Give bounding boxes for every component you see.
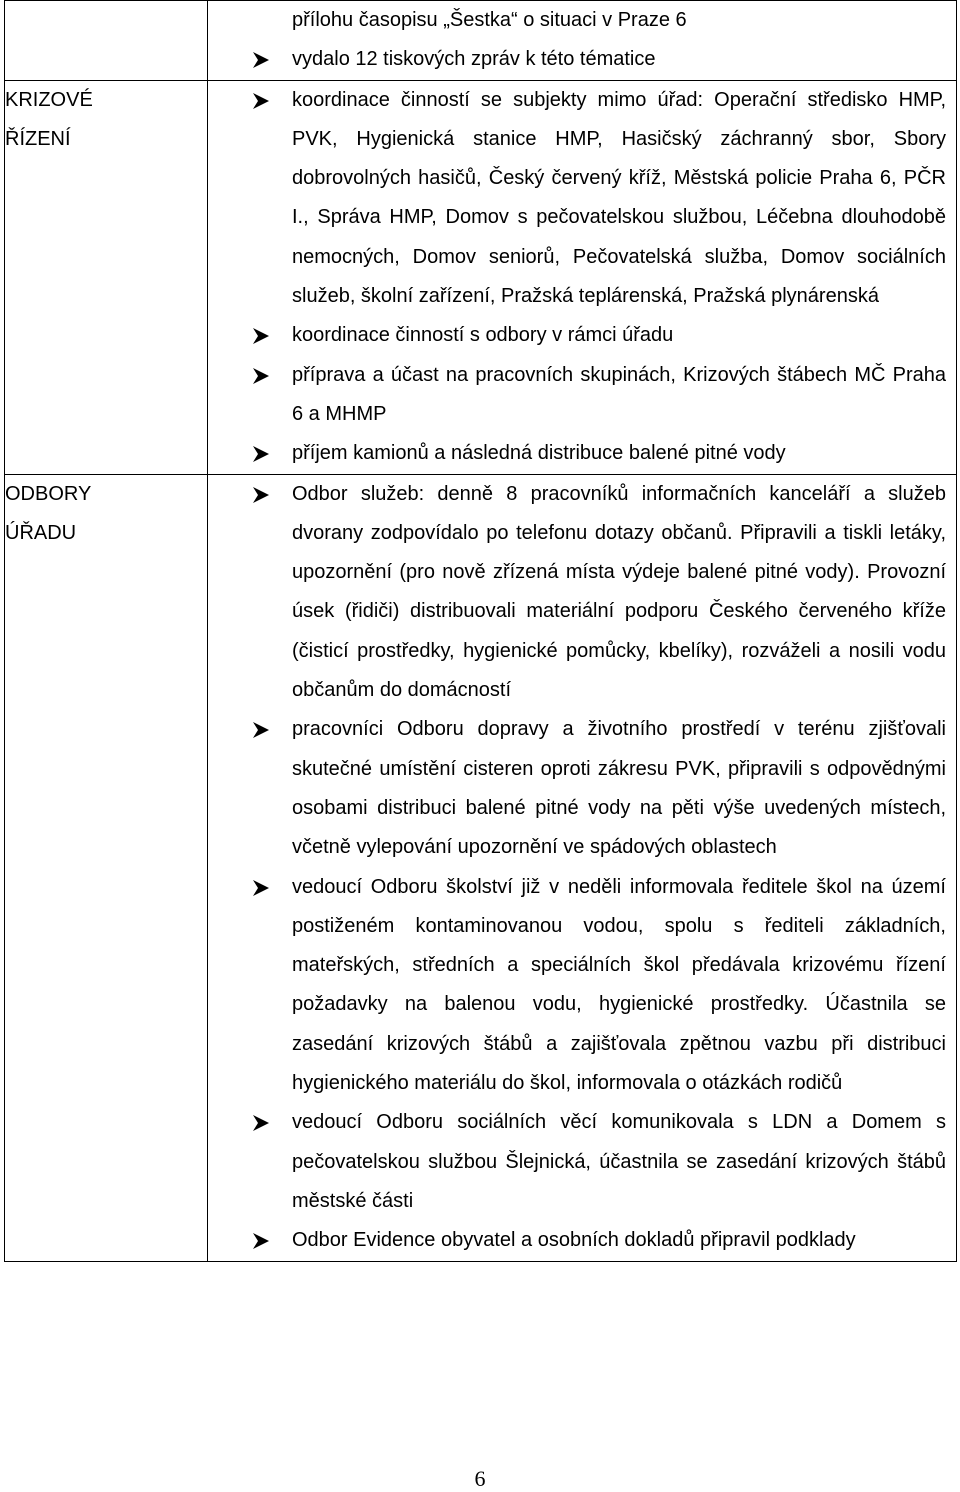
- list-item: [208, 1221, 956, 1260]
- row-label-line: ÚŘADU: [5, 521, 77, 544]
- content-table: [4, 0, 957, 1262]
- arrowhead-bullet-icon: [252, 879, 270, 897]
- row-content-cell: [208, 1, 957, 81]
- arrowhead-bullet-icon: [252, 92, 270, 110]
- list-item: [208, 81, 956, 317]
- list-item-text: pracovníci Odboru dopravy a životního prostředí v terénu zjišťovali skutečné umístění cisteren oproti zákresu PVK, připravili s odpovědnými osobami distribuci balené pitné vody na pěti výše uvedených místech, včetně vylepování upozornění ve spádových oblastech: [292, 718, 946, 859]
- arrowhead-bullet-icon: [252, 721, 270, 739]
- row-label-line: ODBORY: [5, 482, 92, 505]
- list-item: [208, 710, 956, 867]
- arrowhead-bullet-icon: [252, 367, 270, 385]
- table-row: [5, 474, 957, 1261]
- list-item-text: příprava a účast na pracovních skupinách, Krizových štábech MČ Praha 6 a MHMP: [292, 363, 946, 425]
- list-item-text: vedoucí Odboru sociálních věcí komunikovala s LDN a Domem s pečovatelskou službou Šlejnická, účastnila se zasedání krizových štábů městské části: [292, 1111, 946, 1212]
- row-content-cell: [208, 80, 957, 474]
- page-number: 6: [474, 1466, 486, 1491]
- arrowhead-bullet-icon: [252, 445, 270, 463]
- list-item-text: koordinace činností s odbory v rámci úřadu: [292, 324, 674, 347]
- arrowhead-bullet-icon: [252, 51, 270, 69]
- list-item: [208, 316, 956, 355]
- arrowhead-bullet-icon: [252, 327, 270, 345]
- table-row: [5, 1, 957, 81]
- list-item: [208, 356, 956, 435]
- list-item-text: koordinace činností se subjekty mimo úřad: Operační středisko HMP, PVK, Hygienická stanice HMP, Hasičský záchranný sbor, Sbory dobrovolných hasičů, Český červený kříž, Městská policie Praha 6, PČR I., Správa HMP, Domov s pečovatelskou službou, Léčebna dlouhodobě nemocných, Domov seniorů, Pečovatelská služba, Domov sociálních služeb, školní zařízení, Pražská teplárenská, Pražská plynárenská: [292, 88, 946, 308]
- list-item: [208, 1, 956, 40]
- list-item: [208, 1103, 956, 1221]
- row-label-line: ŘÍZENÍ: [5, 127, 71, 150]
- arrowhead-bullet-icon: [252, 486, 270, 504]
- list-item-text: Odbor služeb: denně 8 pracovníků informačních kanceláří a služeb dvorany zodpovídalo po telefonu dotazy občanů. Připravili a tiskli letáky, upozornění (pro nově zřízená místa výdeje balené pitné vody). Provozní úsek (řidiči) distribuovali materiální podporu Českého červeného kříže (čisticí prostředky, hygienické pomůcky, kbelíky), rozváželi a nosili vodu občanům do domácností: [292, 482, 946, 702]
- list-item-text: vydalo 12 tiskových zpráv k této tématice: [292, 48, 656, 71]
- list-item: [208, 40, 956, 79]
- row-label-line: KRIZOVÉ: [5, 88, 93, 111]
- row-label-cell: [5, 80, 208, 474]
- list-item-text: přílohu časopisu „Šestka“ o situaci v Praze 6: [292, 9, 687, 31]
- row-label-cell: [5, 474, 208, 1261]
- arrowhead-bullet-icon: [252, 1114, 270, 1132]
- list-item-text: Odbor Evidence obyvatel a osobních dokladů připravil podklady: [292, 1229, 856, 1252]
- row-label-cell: [5, 1, 208, 81]
- table-row: [5, 80, 957, 474]
- list-item-text: příjem kamionů a následná distribuce balené pitné vody: [292, 442, 786, 465]
- row-content-cell: [208, 474, 957, 1261]
- list-item: [208, 434, 956, 473]
- list-item: [208, 868, 956, 1104]
- arrowhead-bullet-icon: [252, 1232, 270, 1250]
- list-item: [208, 475, 956, 711]
- list-item-text: vedoucí Odboru školství již v neděli informovala ředitele škol na území postiženém kontaminovanou vodou, spolu s řediteli základních, mateřských, středních a speciálních škol předávala krizovému řízení požadavky na balenou vodu, hygienické prostředky. Účastnila se zasedání krizových štábů a zajišťovala zpětnou vazbu při distribuci hygienického materiálu do škol, informovala o otázkách rodičů: [292, 875, 946, 1095]
